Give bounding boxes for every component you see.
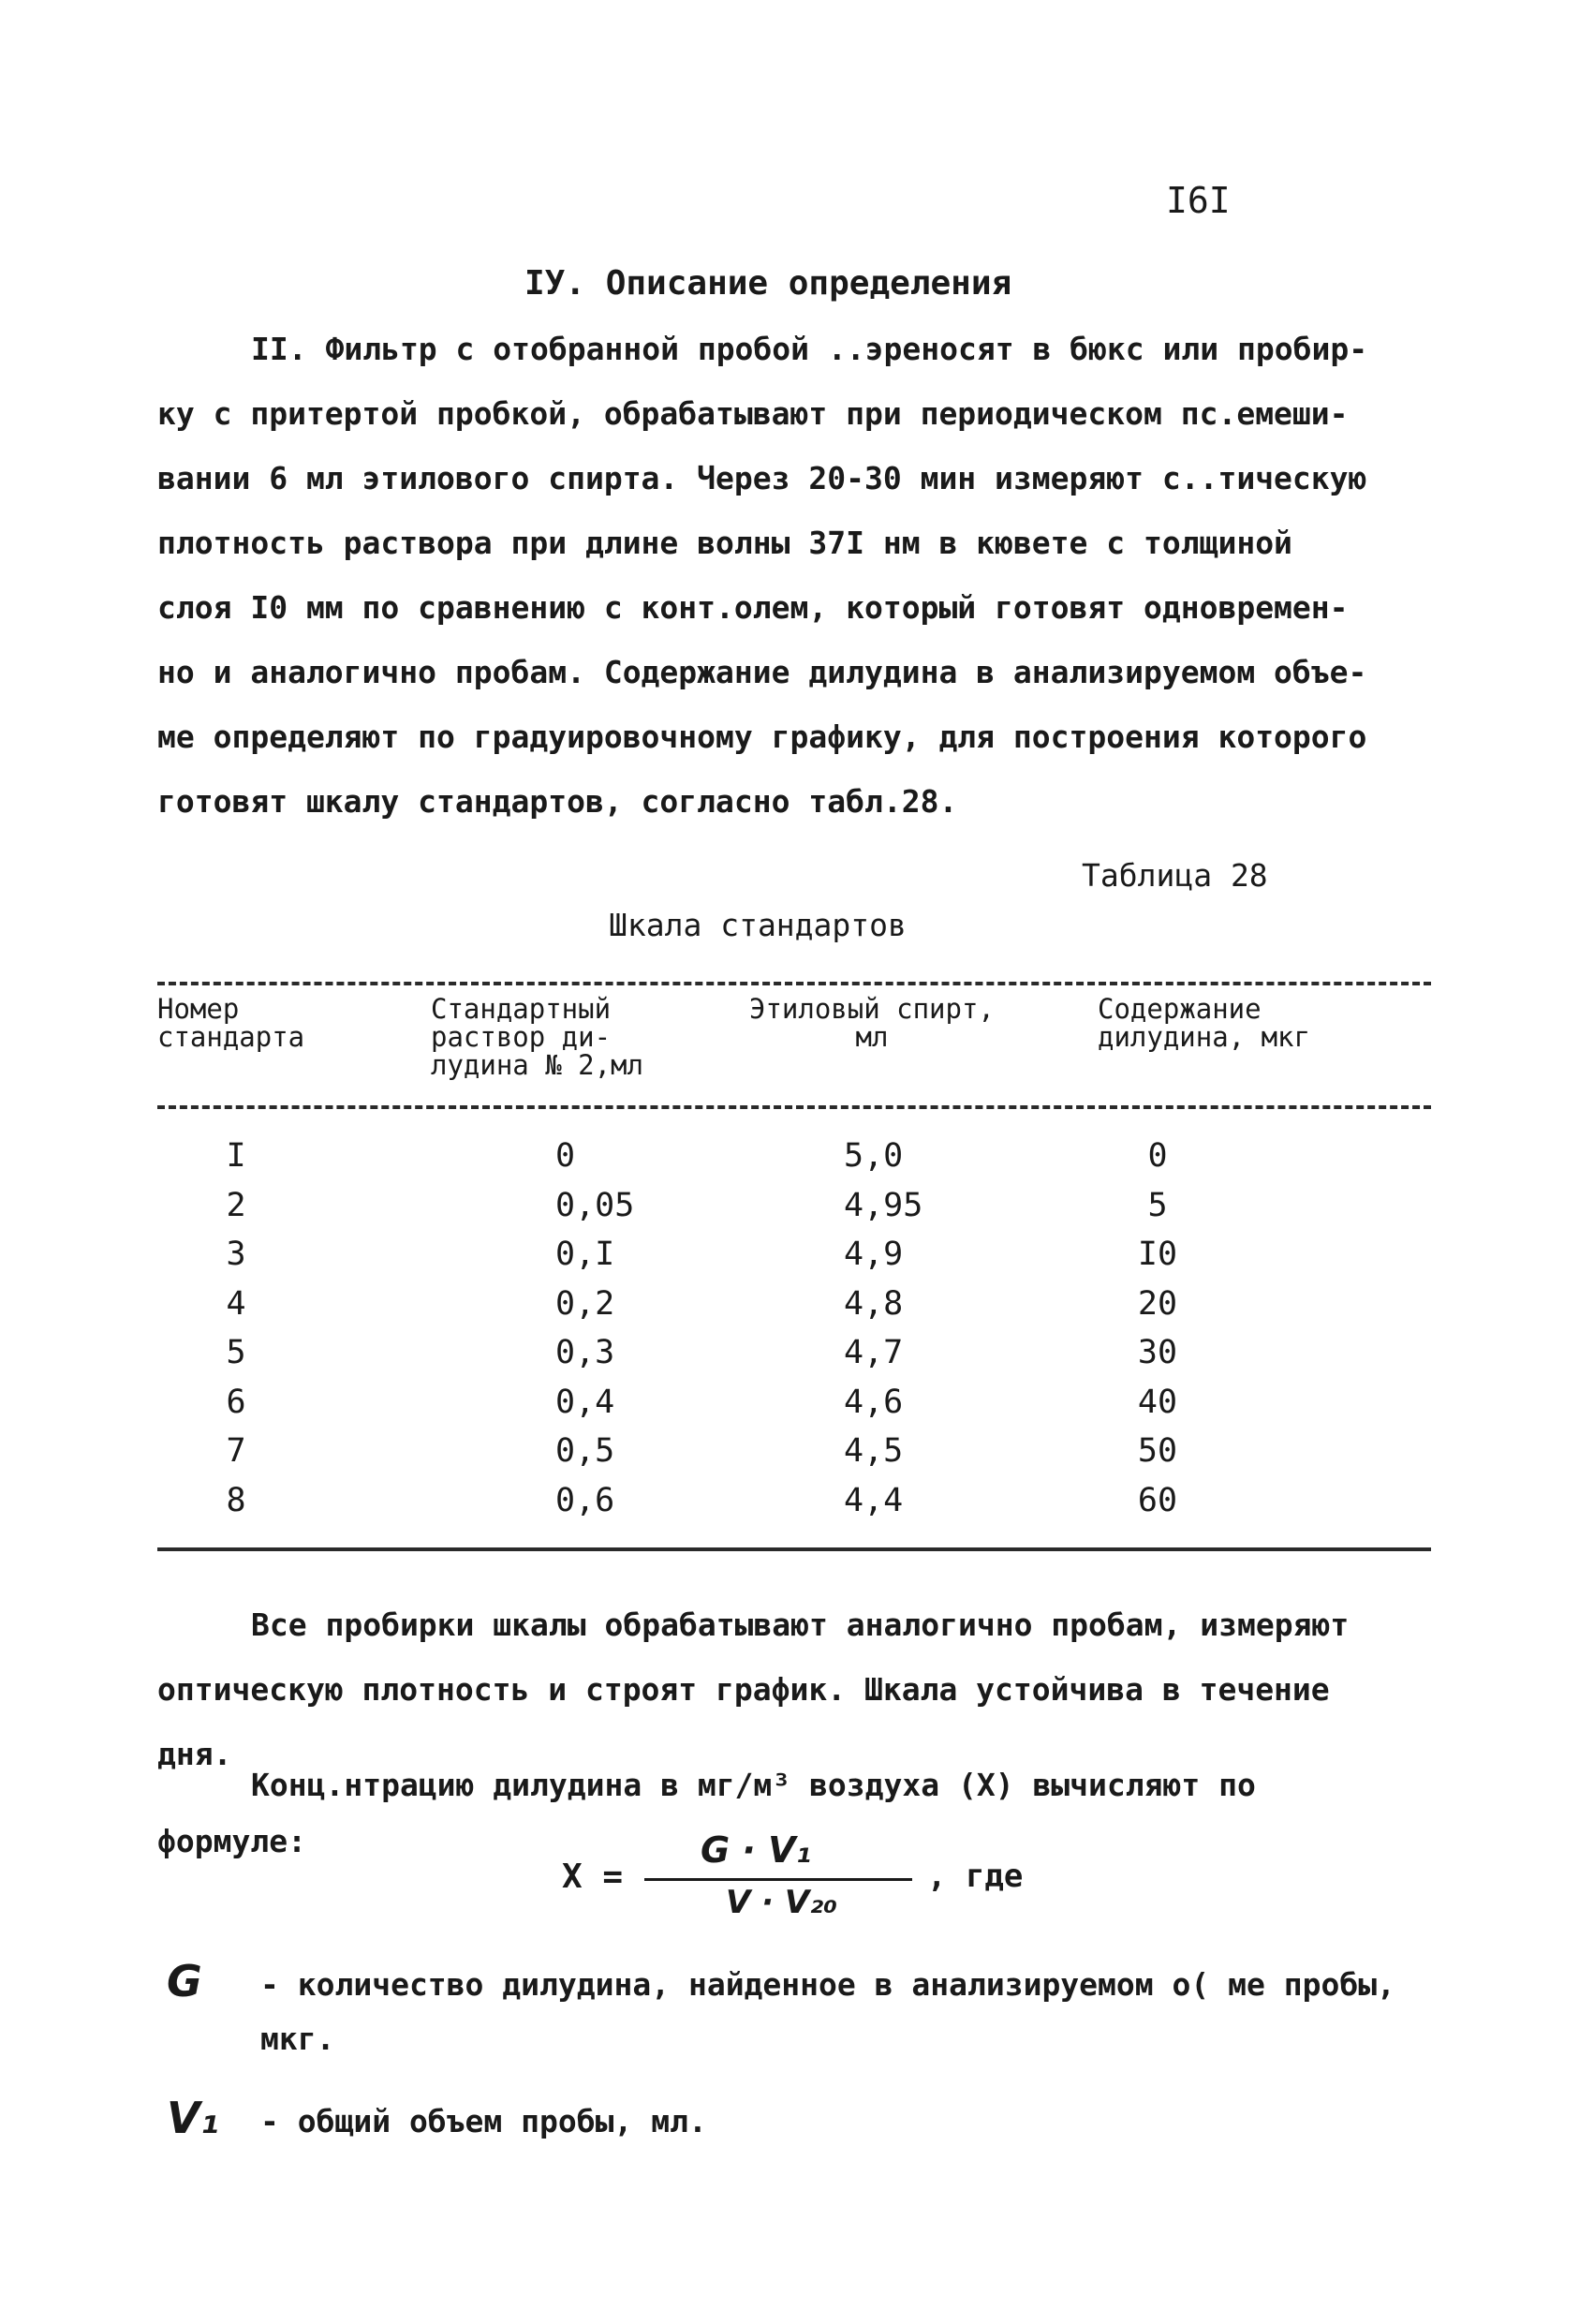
cell-solution: 0,2	[555, 1284, 615, 1323]
cell-alcohol: 4,5	[844, 1432, 904, 1470]
definition-symbol: V₁	[167, 2093, 219, 2143]
cell-content: 40	[1137, 1383, 1178, 1421]
cell-alcohol: 4,8	[844, 1284, 904, 1323]
table-row	[157, 1427, 1431, 1476]
paragraph-line: но и аналогично пробам. Содержание дилудина в анализируемом объе-	[157, 654, 1367, 690]
section-title: IУ. Описание определения	[524, 264, 1012, 303]
cell-alcohol: 4,9	[844, 1236, 904, 1273]
cell-solution: 0,4	[555, 1383, 615, 1421]
table-label: Таблица 28	[1082, 857, 1268, 894]
concentration-formula	[562, 1831, 1124, 1934]
table-row	[157, 1132, 1431, 1181]
definition-symbol: G	[167, 1956, 202, 2006]
table-row	[157, 1230, 1431, 1280]
paragraph-line: II. Фильтр с отобранной пробой ..эреносят в бюкс или пробир-	[251, 331, 1368, 367]
fraction-bar	[644, 1878, 912, 1881]
cell-solution: 0,I	[555, 1236, 615, 1273]
cell-solution: 0,3	[555, 1334, 615, 1371]
paragraph-line: Все пробирки шкалы обрабатывают аналогично пробам, измеряют	[251, 1606, 1350, 1643]
formula-denominator: V · V₂₀	[726, 1884, 837, 1921]
header-standard-solution: Стандартный раствор ди- лудина № 2,мл	[431, 993, 643, 1081]
cell-number: 8	[226, 1481, 246, 1519]
cell-content: I0	[1137, 1236, 1178, 1273]
table-row	[157, 1378, 1431, 1428]
header-dilutine-content: Содержание дилудина, мкг	[1098, 993, 1310, 1053]
paragraph-line: формуле:	[157, 1823, 306, 1859]
cell-content: 30	[1137, 1334, 1178, 1371]
cell-number: 2	[226, 1186, 246, 1224]
cell-alcohol: 5,0	[844, 1137, 904, 1175]
cell-solution: 0	[555, 1137, 576, 1175]
cell-solution: 0,6	[555, 1481, 615, 1519]
table-row	[157, 1181, 1431, 1231]
cell-content: 50	[1137, 1432, 1178, 1470]
definition-text: - количество дилудина, найденное в анализируемом о( ме пробы, мкг.	[260, 1966, 1395, 2057]
paragraph-line: оптическую плотность и строят график. Шкала устойчива в течение	[157, 1671, 1330, 1708]
header-standard-number: Номер стандарта	[157, 993, 305, 1053]
cell-number: 6	[226, 1383, 246, 1421]
table-top-rule	[157, 982, 1431, 985]
cell-content: 5	[1147, 1186, 1168, 1224]
formula-tail: , где	[927, 1858, 1024, 1895]
definition-text: - общий объем пробы, мл.	[260, 2103, 707, 2139]
paragraph-line: плотность раствора при длине волны 37I нм в кювете с толщиной	[157, 525, 1292, 561]
cell-content: 0	[1147, 1137, 1168, 1175]
paragraph-line: дня.	[157, 1736, 232, 1772]
cell-alcohol: 4,4	[844, 1481, 904, 1519]
paragraph-line: готовят шкалу стандартов, согласно табл.28.	[157, 783, 958, 820]
paragraph-1	[157, 317, 1440, 834]
paragraph-line: ку с притертой пробкой, обрабатывают при периодическом пс.емеши-	[157, 395, 1349, 432]
formula-numerator: G · V₁	[701, 1829, 812, 1871]
definition-item	[167, 1958, 1478, 2066]
paragraph-line: слоя I0 мм по сравнению с конт.олем, который готовят одновремен-	[157, 589, 1349, 626]
variable-definitions	[167, 1958, 1478, 2177]
table-row	[157, 1476, 1431, 1526]
cell-solution: 0,05	[555, 1186, 635, 1224]
page-number: I6I	[1166, 180, 1231, 221]
table-row	[157, 1280, 1431, 1329]
table-body	[157, 1132, 1431, 1525]
cell-solution: 0,5	[555, 1432, 615, 1470]
cell-content: 20	[1137, 1284, 1178, 1323]
paragraph-line: Конц.нтрацию дилудина в мг/м³ воздуха (X) вычисляют по	[251, 1767, 1256, 1803]
definition-item	[167, 2095, 1478, 2149]
cell-content: 60	[1137, 1481, 1178, 1519]
cell-number: 5	[226, 1334, 246, 1371]
header-ethyl-alcohol: Этиловый спирт, мл	[749, 993, 995, 1053]
cell-number: 4	[226, 1284, 246, 1323]
paragraph-line: ме определяют по градуировочному графику, для построения которого	[157, 718, 1367, 755]
paragraph-line: вании 6 мл этилового спирта. Через 20-30 мин измеряют с..тическую	[157, 460, 1367, 496]
table-row	[157, 1328, 1431, 1378]
table-header-rule	[157, 1105, 1431, 1109]
table-title: Шкала стандартов	[609, 907, 907, 943]
cell-number: I	[226, 1137, 246, 1175]
cell-alcohol: 4,6	[844, 1383, 904, 1421]
table-bottom-rule	[157, 1547, 1431, 1551]
cell-number: 7	[226, 1432, 246, 1470]
cell-alcohol: 4,95	[844, 1186, 923, 1224]
formula-lhs: X =	[562, 1858, 624, 1896]
cell-alcohol: 4,7	[844, 1334, 904, 1371]
cell-number: 3	[226, 1236, 246, 1273]
